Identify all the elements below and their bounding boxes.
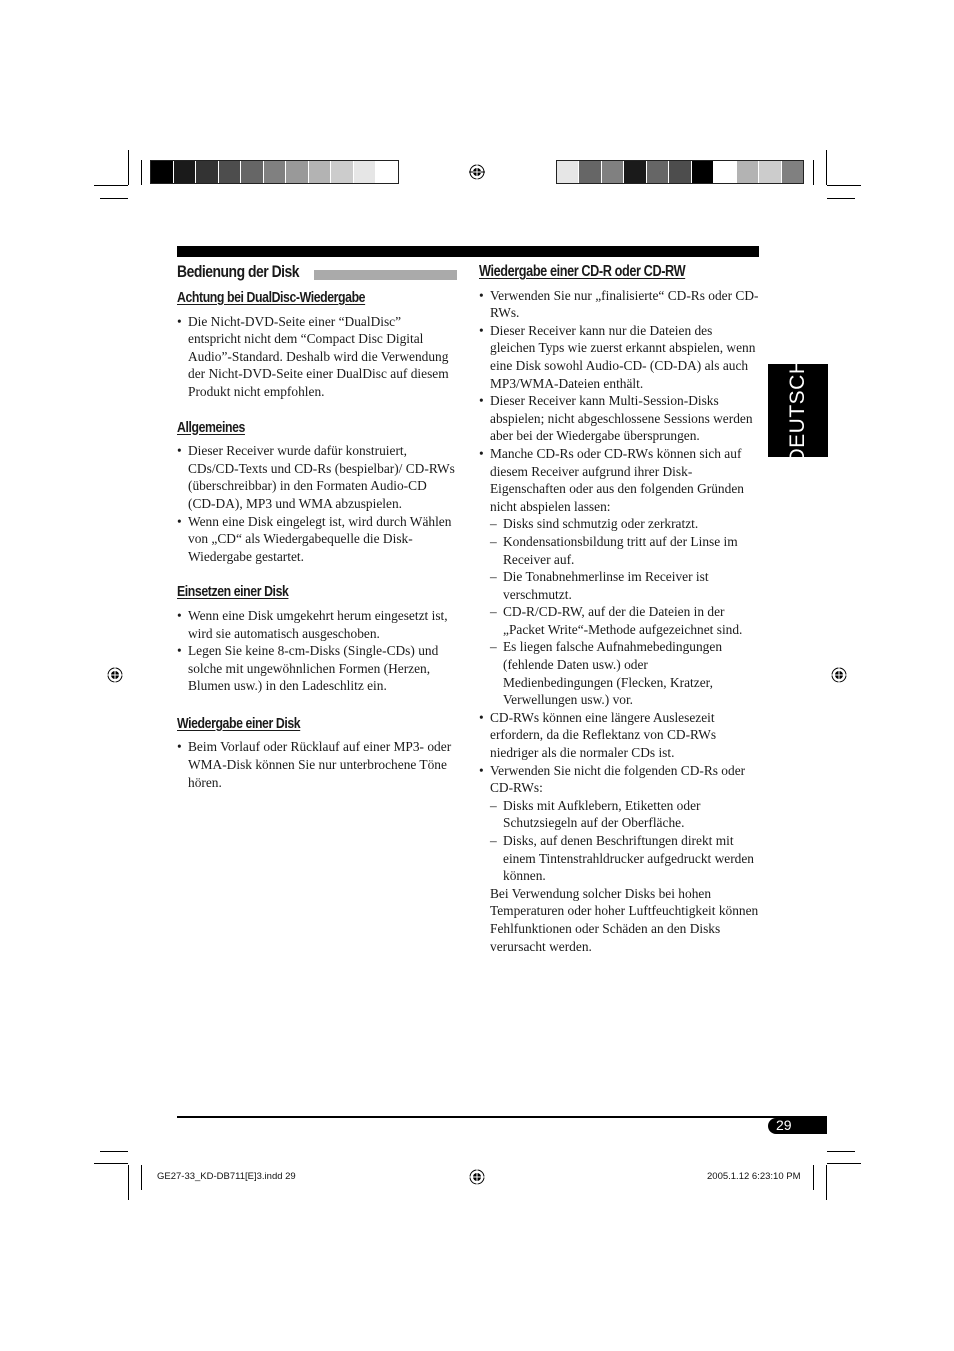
color-swatch <box>714 161 736 183</box>
dash-item: – Disks sind schmutzig oder zerkratzt. <box>490 515 759 533</box>
header-rule <box>177 246 759 257</box>
section-heading-allgemeines: Allgemeines <box>177 418 245 436</box>
color-swatch <box>241 161 264 183</box>
color-swatch <box>557 161 579 183</box>
list-item: • Dieser Receiver kann nur die Dateien des gleichen Typs wie zuerst erkannt abspielen, wenn eine Disk sowohl Audio-CD- (CD-DA) als auch MP3/WMA-Dateien enthält. <box>479 322 759 392</box>
list-item: • Dieser Receiver kann Multi-Session-Disks abspielen; nicht abgeschlossene Sessions werden aber bei der Wiedergabe übersprungen. <box>479 392 759 445</box>
dash-list <box>490 515 759 709</box>
color-swatch <box>669 161 691 183</box>
language-tab <box>768 357 828 464</box>
closing-paragraph: Bei Verwendung solcher Disks bei hohen Temperaturen oder hoher Luftfeuchtigkeit können Fehlfunktionen oder Schäden an den Disks verursacht werden. <box>490 885 759 954</box>
color-swatch <box>692 161 714 183</box>
list-item-text: Manche CD-Rs oder CD-RWs können sich auf diesem Receiver aufgrund ihrer Disk-Eigenschaften oder aus den folgenden Gründen nicht abspielen lassen: <box>490 445 744 514</box>
list-item: • Verwenden Sie nur „finalisierte“ CD-Rs oder CD-RWs. <box>479 287 759 322</box>
footer-file-info: GE27-33_KD-DB711[E]3.indd 29 <box>157 1171 296 1182</box>
color-swatch <box>759 161 781 183</box>
list-item: • Wenn eine Disk umgekehrt herum eingesetzt ist, wird sie automatisch ausgeschoben. <box>177 607 457 642</box>
section-title-row <box>177 263 457 287</box>
list-item <box>479 445 759 709</box>
wiedergabe-list <box>177 738 457 791</box>
list-item: • Legen Sie keine 8-cm-Disks (Single-CDs) und solche mit ungewöhnlichen Formen (Herzen, Blumen usw.) in den Ladeschlitz ein. <box>177 642 457 695</box>
left-column <box>177 263 457 791</box>
color-swatch <box>782 161 803 183</box>
right-column <box>479 263 759 955</box>
color-swatch <box>196 161 219 183</box>
color-swatch <box>354 161 377 183</box>
color-swatch <box>286 161 309 183</box>
section-heading-einsetzen: Einsetzen einer Disk <box>177 583 289 601</box>
section-heading-wiedergabe: Wiedergabe einer Disk <box>177 714 301 732</box>
footer-date: 2005.1.12 6:23:10 PM <box>707 1171 801 1182</box>
footer-rule <box>177 1116 827 1118</box>
list-item <box>479 762 759 885</box>
list-item: • Dieser Receiver wurde dafür konstruiert, CDs/CD-Texts und CD-Rs (bespielbar)/ CD-RWs (überschreibbar) in den Formaten Audio-CD (CD-DA), MP3 und WMA abzuspielen. <box>177 442 457 512</box>
color-swatch <box>264 161 287 183</box>
registration-mark-icon <box>469 164 485 180</box>
dash-list <box>490 797 759 885</box>
title-bar <box>314 270 457 280</box>
color-swatch <box>331 161 354 183</box>
color-swatch <box>737 161 759 183</box>
dash-item: – Disks, auf denen Beschriftungen direkt mit einem Tintenstrahldrucker aufgedruckt werden können. <box>490 832 759 885</box>
dualdisc-list <box>177 313 457 401</box>
registration-mark-icon <box>831 667 847 683</box>
color-swatch <box>624 161 646 183</box>
color-swatch <box>174 161 197 183</box>
list-item: • Die Nicht-DVD-Seite einer “DualDisc” entspricht nicht dem “Compact Disc Digital Audio”-Standard. Deshalb wird die Verwendung der Nicht-DVD-Seite einer DualDisc auf diesem Produkt nicht empfohlen. <box>177 313 457 401</box>
registration-mark-icon <box>107 667 123 683</box>
color-swatch <box>579 161 601 183</box>
color-swatch <box>151 161 174 183</box>
color-swatch <box>602 161 624 183</box>
color-swatch <box>309 161 332 183</box>
allgemeines-list <box>177 442 457 565</box>
einsetzen-list <box>177 607 457 695</box>
list-item: • CD-RWs können eine längere Auslesezeit erfordern, da die Reflektanz von CD-RWs niedriger als die normaler CDs ist. <box>479 709 759 762</box>
registration-mark-icon <box>469 1169 485 1185</box>
dash-item: – Disks mit Aufklebern, Etiketten oder Schutzsiegeln auf der Oberfläche. <box>490 797 759 832</box>
color-bar-right <box>556 160 804 184</box>
language-tab-label: DEUTSCH <box>786 357 809 464</box>
color-swatch <box>376 161 398 183</box>
dash-item: – Die Tonabnehmerlinse im Receiver ist verschmutzt. <box>490 568 759 603</box>
color-swatch <box>647 161 669 183</box>
color-swatch <box>219 161 242 183</box>
page-number-badge <box>768 1118 827 1134</box>
section-heading-dualdisc: Achtung bei DualDisc-Wiedergabe <box>177 289 366 306</box>
list-item-text: Verwenden Sie nicht die folgenden CD-Rs oder CD-RWs: <box>490 762 746 796</box>
list-item: • Wenn eine Disk eingelegt ist, wird durch Wählen von „CD“ als Wiedergabequelle die Disk-Wiedergabe gestartet. <box>177 513 457 566</box>
color-bar-left <box>150 160 399 184</box>
dash-item: – CD-R/CD-RW, auf der die Dateien in der „Packet Write“-Methode aufgezeichnet sind. <box>490 603 759 638</box>
dash-item: – Kondensationsbildung tritt auf der Linse im Receiver auf. <box>490 533 759 568</box>
section-heading-cdr: Wiedergabe einer CD-R oder CD-RW <box>479 263 686 280</box>
cdr-list <box>479 287 759 885</box>
list-item: • Beim Vorlauf oder Rücklauf auf einer MP3- oder WMA-Disk können Sie nur unterbrochene Töne hören. <box>177 738 457 791</box>
dash-item: – Es liegen falsche Aufnahmebedingungen (fehlende Daten usw.) oder Medienbedingungen (Flecken, Kratzer, Verwellungen usw.) vor. <box>490 638 759 708</box>
page-title: Bedienung der Disk <box>177 262 300 281</box>
page-number: 29 <box>776 1117 792 1133</box>
